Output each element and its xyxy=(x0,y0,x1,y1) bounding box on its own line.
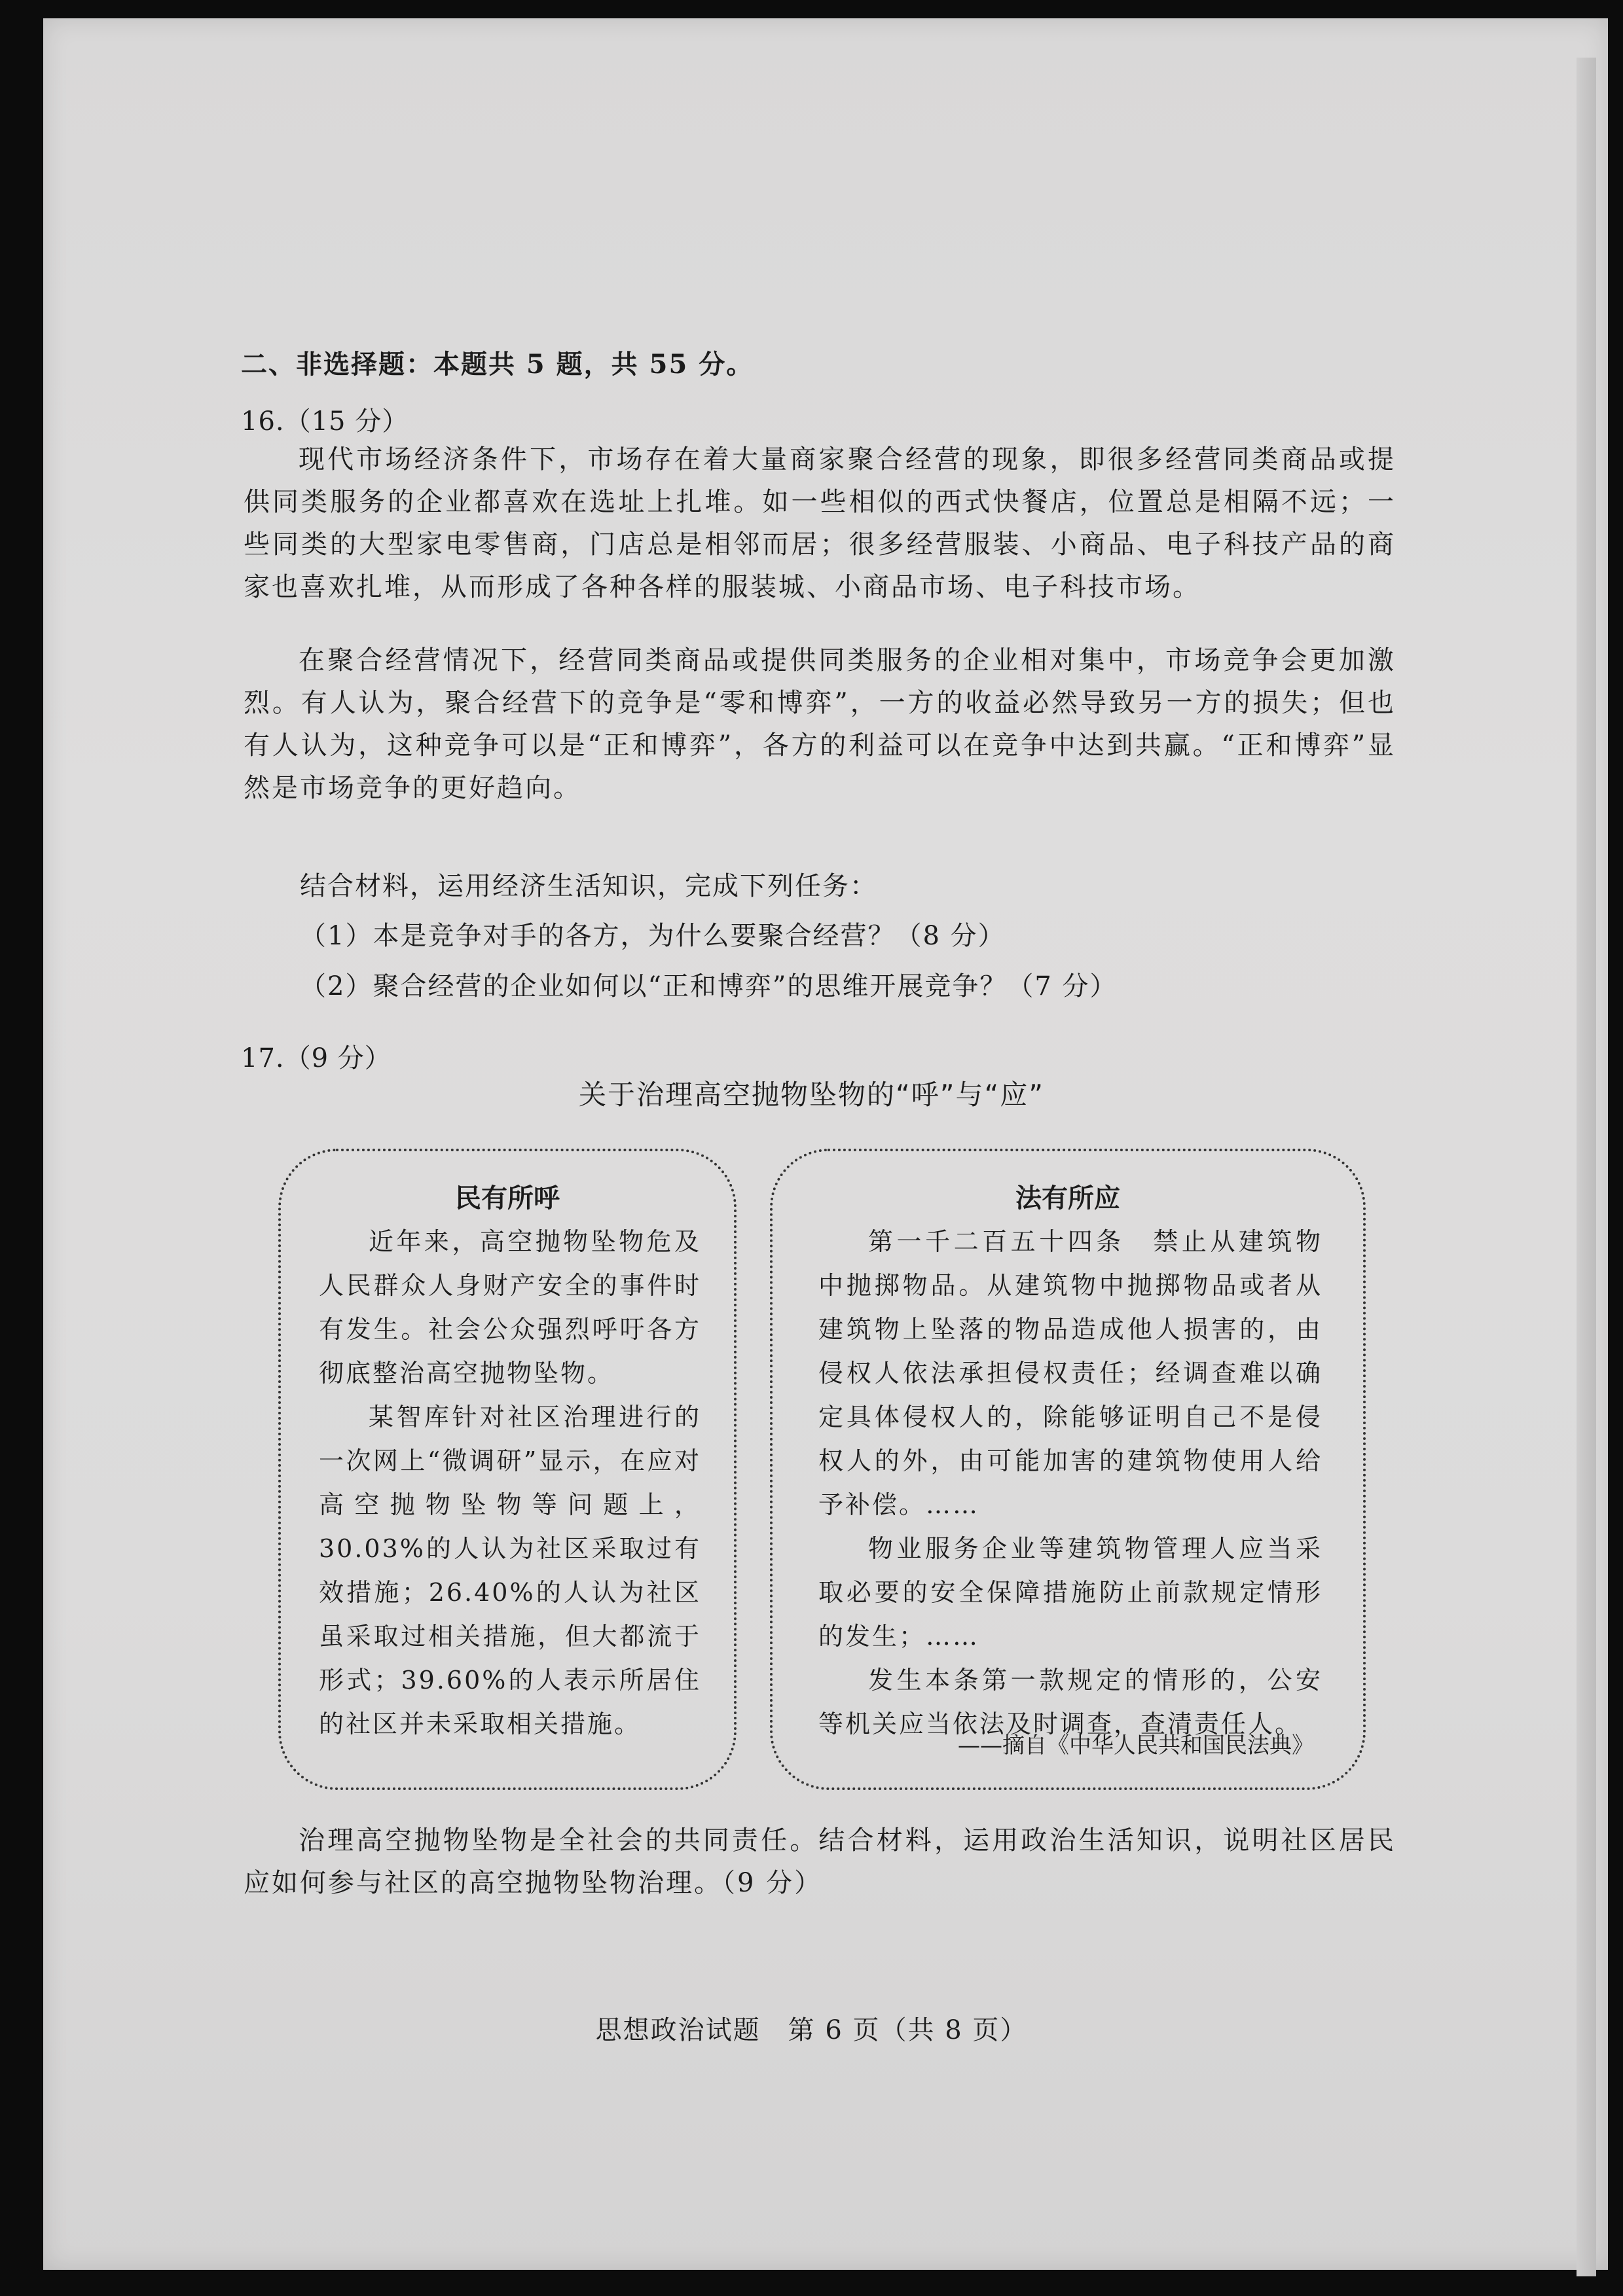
page-footer: 思想政治试题 第 6 页（共 8 页） xyxy=(595,2015,1028,2045)
question-16-instruction: 结合材料，运用经济生活知识，完成下列任务： xyxy=(300,871,877,901)
paper-edge-stack xyxy=(1577,58,1596,2276)
question-16-paragraph-1: 现代市场经济条件下，市场存在着大量商家聚合经营的现象，即很多经营同类商品或提供同类服务的企业都喜欢在选址上扎堆。如一些相似的西式快餐店，位置总是相隔不远；一些同类的大型家电零售商，门店总是相邻而居；很多经营服装、小商品、电子科技产品的商家也喜欢扎堆，从而形成了各种各样的服装城、小商品市场、电子科技市场。 xyxy=(244,444,1396,602)
question-17-number: 17.（9 分） xyxy=(241,1043,392,1073)
question-16-task-2: （2）聚合经营的企业如何以“正和博弈”的思维开展竞争？（7 分） xyxy=(300,971,1118,1001)
right-box-paragraph-2: 物业服务企业等建筑物管理人应当采取必要的安全保障措施防止前款规定情形的发生；…… xyxy=(818,1534,1322,1651)
question-17-prompt: 治理高空抛物坠物是全社会的共同责任。结合材料，运用政治生活知识，说明社区居民应如何参与社区的高空抛物坠物治理。（9 分） xyxy=(244,1825,1396,1898)
question-16-paragraph-2: 在聚合经营情况下，经营同类商品或提供同类服务的企业相对集中，市场竞争会更加激烈。有人认为，聚合经营下的竞争是“零和博弈”，一方的收益必然导致另一方的损失；但也有人认为，这种竞争可以是“正和博弈”，各方的利益可以在竞争中达到共赢。“正和博弈”显然是市场竞争的更好趋向。 xyxy=(244,645,1396,803)
right-box-paragraph-3: 发生本条第一款规定的情形的，公安等机关应当依法及时调查，查清责任人。 xyxy=(818,1666,1322,1738)
left-box-min-you-suo-hu xyxy=(278,1149,737,1790)
right-box-fa-you-suo-ying xyxy=(770,1149,1366,1790)
question-16-task-1: （1）本是竞争对手的各方，为什么要聚合经营？（8 分） xyxy=(300,921,1006,951)
question-17-title: 关于治理高空抛物坠物的“呼”与“应” xyxy=(578,1079,1045,1111)
left-box-paragraph-2: 某智库针对社区治理进行的一次网上“微调研”显示，在应对高空抛物坠物等问题上，30.03%的人认为社区采取过有效措施；26.40%的人认为社区虽采取过相关措施，但大都流于形式；39.60%的人表示所居住的社区并未采取相关措施。 xyxy=(319,1403,701,1738)
left-box-paragraph-1: 近年来，高空抛物坠物危及人民群众人身财产安全的事件时有发生。社会公众强烈呼吁各方彻底整治高空抛物坠物。 xyxy=(319,1227,701,1388)
right-box-paragraph-1: 第一千二百五十四条 禁止从建筑物中抛掷物品。从建筑物中抛掷物品或者从建筑物上坠落的物品造成他人损害的，由侵权人依法承担侵权责任；经调查难以确定具体侵权人的，除能够证明自己不是侵权人的外，由可能加害的建筑物使用人给予补偿。…… xyxy=(818,1227,1322,1519)
section-heading: 二、非选择题：本题共 5 题，共 55 分。 xyxy=(241,349,754,380)
right-box-title: 法有所应 xyxy=(1015,1183,1120,1213)
question-16-number: 16.（15 分） xyxy=(241,406,409,437)
left-box-title: 民有所呼 xyxy=(455,1183,560,1213)
right-box-source: ——摘自《中华人民共和国民法典》 xyxy=(958,1732,1314,1759)
